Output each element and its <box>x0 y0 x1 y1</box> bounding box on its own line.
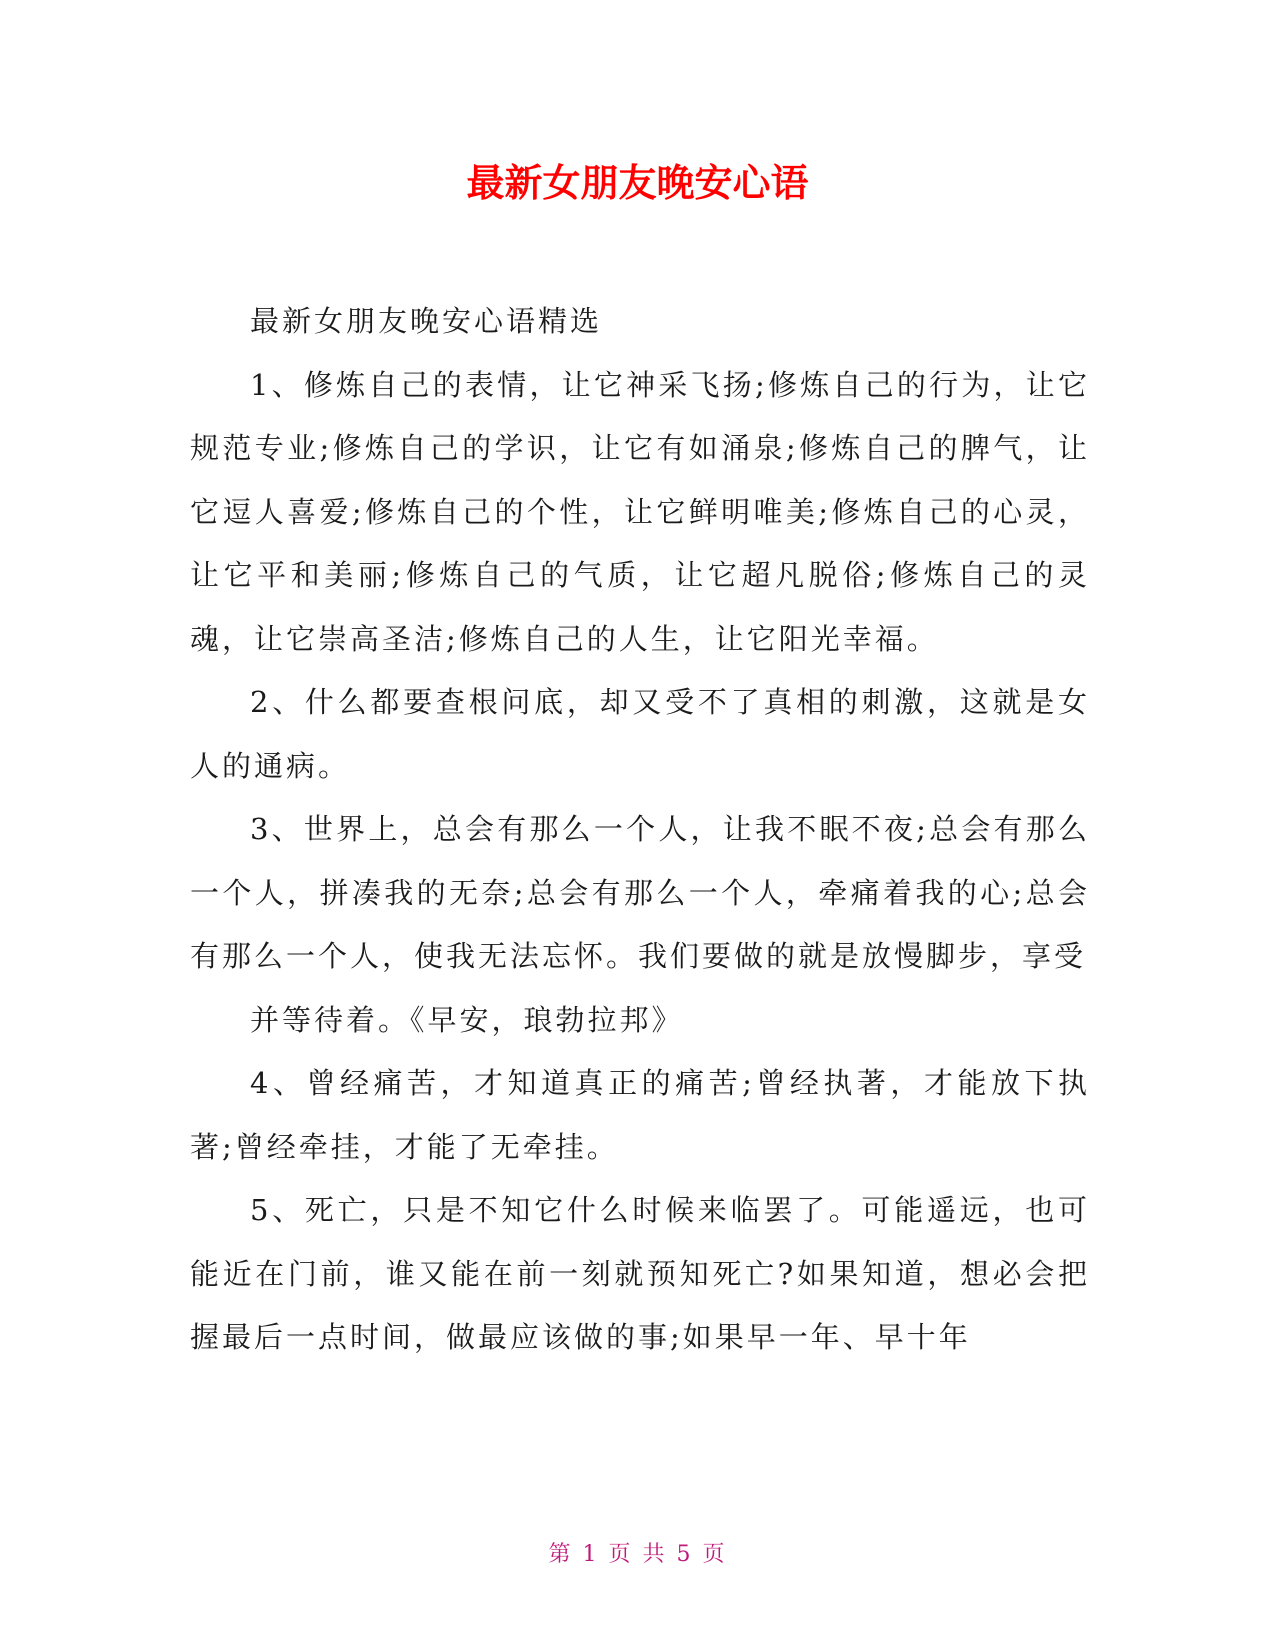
paragraph-1: 1、修炼自己的表情，让它神采飞扬;修炼自己的行为，让它规范专业;修炼自己的学识，让它有如涌泉;修炼自己的脾气，让它逗人喜爱;修炼自己的个性，让它鲜明唯美;修炼自己的心灵，让它平和美丽;修炼自己的气质，让它超凡脱俗;修炼自己的灵魂，让它崇高圣洁;修炼自己的人生，让它阳光幸福。 <box>190 367 1090 656</box>
document-body <box>190 290 1090 1370</box>
paragraph-4: 4、曾经痛苦，才知道真正的痛苦;曾经执著，才能放下执著;曾经牵挂，才能了无牵挂。 <box>190 1066 1090 1164</box>
paragraph-3-continued: 并等待着。《早安，琅勃拉邦》 <box>250 1002 684 1037</box>
page-title: 最新女朋友晚安心语 <box>466 161 809 205</box>
footer-page-word: 页 <box>608 1542 633 1567</box>
footer-total-label: 共 <box>642 1542 667 1567</box>
footer-total-pages: 5 <box>676 1542 693 1567</box>
paragraph-3: 3、世界上，总会有那么一个人，让我不眠不夜;总会有那么一个人，拼凑我的无奈;总会有那么一个人，牵痛着我的心;总会有那么一个人，使我无法忘怀。我们要做的就是放慢脚步，享受 <box>190 812 1090 973</box>
paragraph-5: 5、死亡，只是不知它什么时候来临罢了。可能遥远，也可能近在门前，谁又能在前一刻就预知死亡?如果知道，想必会把握最后一点时间，做最应该做的事;如果早一年、早十年 <box>190 1193 1090 1354</box>
footer-page-label: 第 <box>548 1542 573 1567</box>
page-footer <box>0 1540 1275 1570</box>
paragraph-2: 2、什么都要查根问底，却又受不了真相的刺激，这就是女人的通病。 <box>190 685 1090 783</box>
footer-current-page: 1 <box>582 1542 599 1567</box>
footer-total-word: 页 <box>702 1542 727 1567</box>
subtitle: 最新女朋友晚安心语精选 <box>250 304 603 338</box>
